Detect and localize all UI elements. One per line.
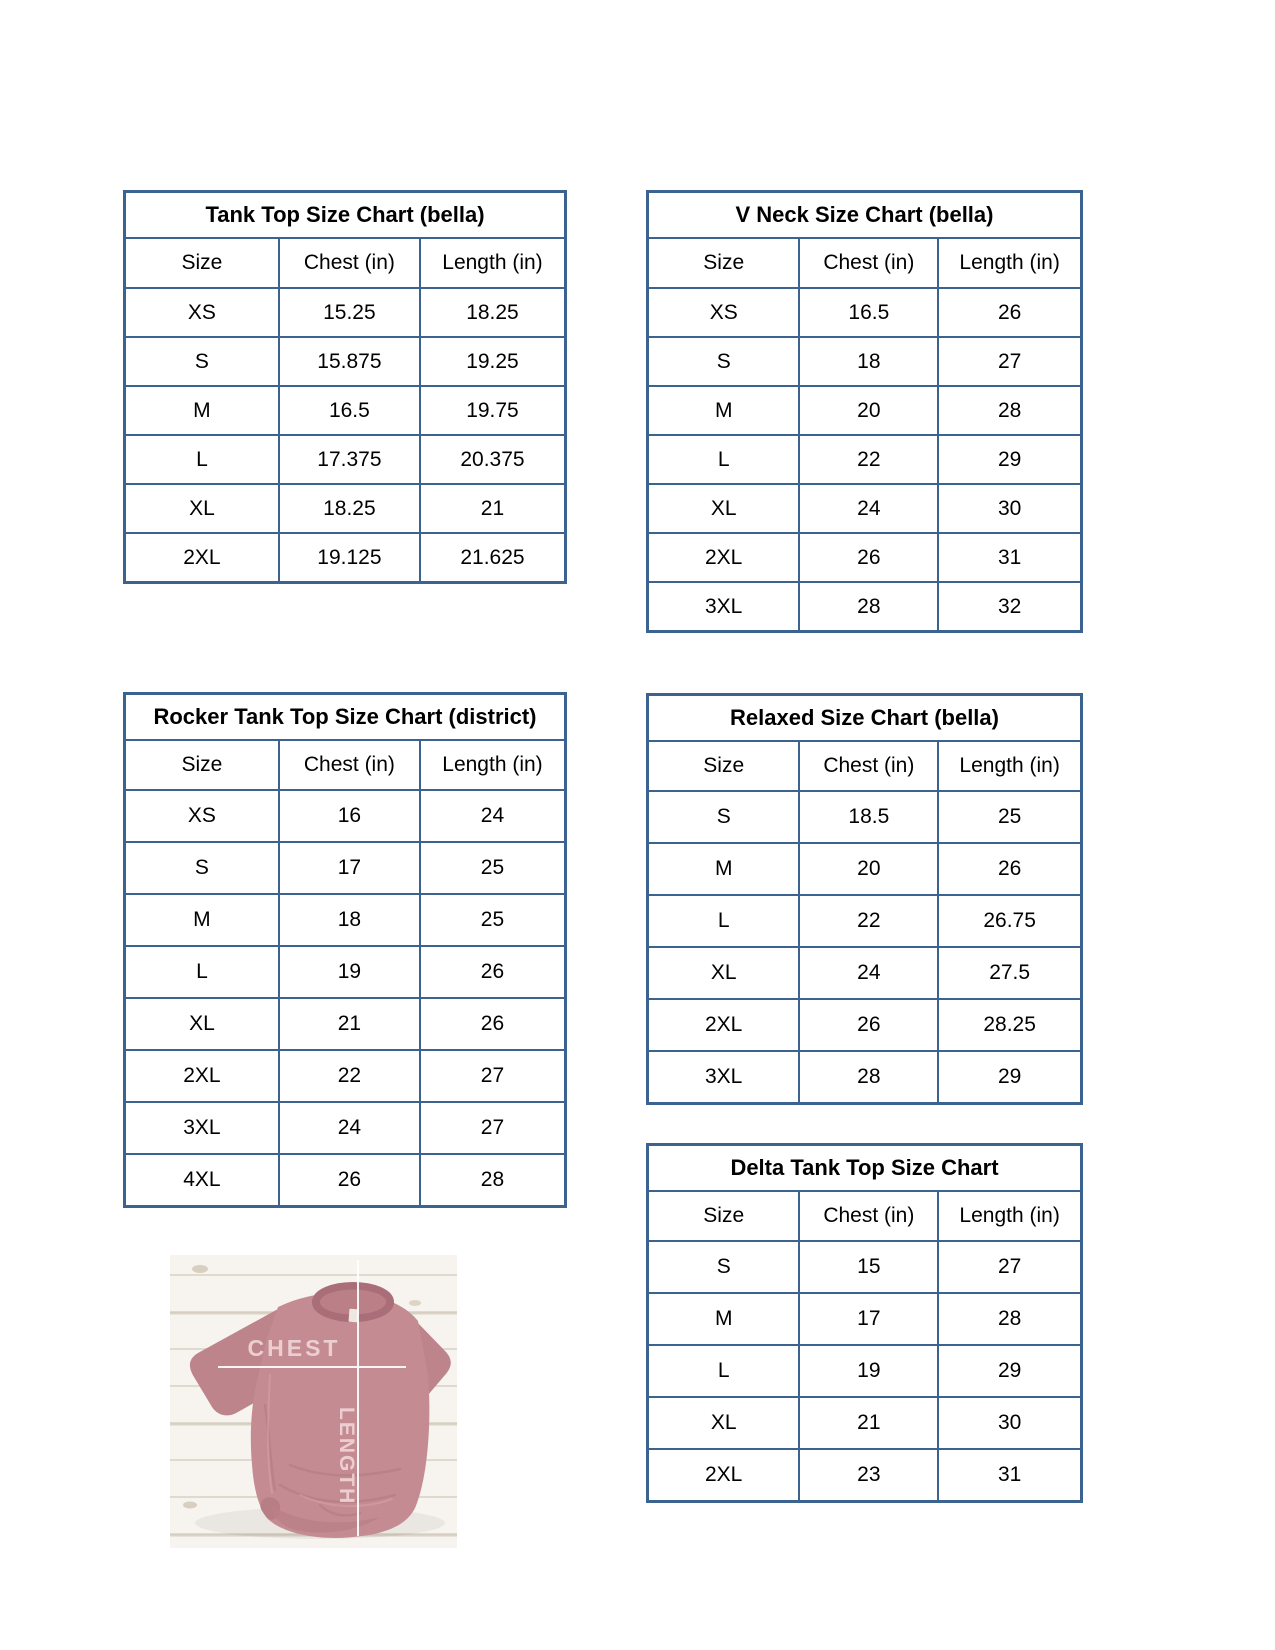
chest-cell: 24 — [279, 1102, 420, 1154]
table-row — [125, 1154, 566, 1207]
column-header: Chest (in) — [799, 238, 938, 288]
chest-label: CHEST — [247, 1335, 341, 1361]
table-row — [125, 484, 566, 533]
table-row — [648, 999, 1082, 1051]
size-cell: S — [648, 1241, 800, 1293]
size-cell: XS — [125, 288, 279, 337]
chest-cell: 26 — [279, 1154, 420, 1207]
size-cell: 2XL — [125, 533, 279, 583]
table-row — [125, 386, 566, 435]
length-cell: 21.625 — [420, 533, 566, 583]
chest-cell: 18 — [799, 337, 938, 386]
chest-cell: 22 — [799, 435, 938, 484]
length-cell: 28 — [420, 1154, 566, 1207]
chest-cell: 16.5 — [279, 386, 420, 435]
length-cell: 27 — [938, 1241, 1081, 1293]
table-row — [648, 288, 1082, 337]
chest-cell: 22 — [279, 1050, 420, 1102]
size-cell: S — [125, 337, 279, 386]
size-cell: S — [648, 791, 800, 843]
table-row — [648, 386, 1082, 435]
chest-cell: 15.25 — [279, 288, 420, 337]
length-cell: 20.375 — [420, 435, 566, 484]
size-cell: M — [648, 1293, 800, 1345]
size-cell: L — [648, 895, 800, 947]
size-cell: XL — [648, 1397, 800, 1449]
table-row — [648, 582, 1082, 632]
length-cell: 19.75 — [420, 386, 566, 435]
table-row — [648, 947, 1082, 999]
column-header: Chest (in) — [279, 238, 420, 288]
length-cell: 27 — [938, 337, 1081, 386]
chest-cell: 22 — [799, 895, 938, 947]
table-row — [125, 288, 566, 337]
table-row — [125, 998, 566, 1050]
column-header: Length (in) — [420, 238, 566, 288]
table-title: V Neck Size Chart (bella) — [648, 192, 1082, 239]
size-cell: 3XL — [125, 1102, 279, 1154]
chest-cell: 28 — [799, 1051, 938, 1104]
length-cell: 26.75 — [938, 895, 1081, 947]
chest-cell: 24 — [799, 484, 938, 533]
column-header: Length (in) — [938, 238, 1081, 288]
chest-cell: 15.875 — [279, 337, 420, 386]
size-cell: S — [648, 337, 800, 386]
length-cell: 29 — [938, 1345, 1081, 1397]
table-title: Tank Top Size Chart (bella) — [125, 192, 566, 239]
column-header: Length (in) — [420, 740, 566, 790]
chest-cell: 21 — [799, 1397, 938, 1449]
table-row — [125, 533, 566, 583]
table-row — [648, 1293, 1082, 1345]
size-cell: S — [125, 842, 279, 894]
table-title: Rocker Tank Top Size Chart (district) — [125, 694, 566, 741]
table-row — [648, 337, 1082, 386]
size-cell: XL — [125, 998, 279, 1050]
length-cell: 28 — [938, 386, 1081, 435]
table-row — [125, 435, 566, 484]
chest-cell: 19 — [799, 1345, 938, 1397]
length-cell: 27 — [420, 1102, 566, 1154]
length-cell: 30 — [938, 1397, 1081, 1449]
size-cell: M — [125, 894, 279, 946]
size-cell: L — [125, 946, 279, 998]
size-cell: 2XL — [648, 533, 800, 582]
table-header-row — [125, 740, 566, 790]
table-row — [648, 1449, 1082, 1502]
length-cell: 32 — [938, 582, 1081, 632]
column-header: Chest (in) — [799, 1191, 938, 1241]
length-cell: 25 — [938, 791, 1081, 843]
size-cell: L — [648, 1345, 800, 1397]
chest-cell: 19.125 — [279, 533, 420, 583]
chest-cell: 17.375 — [279, 435, 420, 484]
v-neck-size-table — [646, 190, 1083, 633]
size-cell: XL — [125, 484, 279, 533]
length-cell: 31 — [938, 1449, 1081, 1502]
table-row — [648, 484, 1082, 533]
table-row — [648, 1051, 1082, 1104]
size-cell: XL — [648, 947, 800, 999]
length-cell: 19.25 — [420, 337, 566, 386]
size-cell: 2XL — [648, 1449, 800, 1502]
column-header: Length (in) — [938, 1191, 1081, 1241]
table-title: Relaxed Size Chart (bella) — [648, 695, 1082, 742]
size-cell: M — [125, 386, 279, 435]
chest-cell: 26 — [799, 999, 938, 1051]
table-row — [648, 895, 1082, 947]
length-cell: 21 — [420, 484, 566, 533]
chest-cell: 17 — [799, 1293, 938, 1345]
table-row — [125, 337, 566, 386]
size-cell: 3XL — [648, 582, 800, 632]
column-header: Chest (in) — [279, 740, 420, 790]
table-row — [648, 1241, 1082, 1293]
length-label: LENGTH — [335, 1407, 358, 1506]
chest-cell: 16.5 — [799, 288, 938, 337]
chest-cell: 18.25 — [279, 484, 420, 533]
size-cell: 3XL — [648, 1051, 800, 1104]
length-cell: 26 — [420, 998, 566, 1050]
size-cell: 2XL — [125, 1050, 279, 1102]
chest-cell: 24 — [799, 947, 938, 999]
table-header-row — [125, 238, 566, 288]
length-cell: 29 — [938, 435, 1081, 484]
size-cell: L — [648, 435, 800, 484]
column-header: Size — [125, 238, 279, 288]
length-cell: 25 — [420, 842, 566, 894]
delta-tank-top-size-table — [646, 1143, 1083, 1503]
table-row — [648, 1397, 1082, 1449]
rocker-tank-top-size-table — [123, 692, 567, 1208]
size-cell: L — [125, 435, 279, 484]
table-title: Delta Tank Top Size Chart — [648, 1145, 1082, 1192]
chest-cell: 21 — [279, 998, 420, 1050]
length-cell: 27.5 — [938, 947, 1081, 999]
column-header: Chest (in) — [799, 741, 938, 791]
column-header: Size — [648, 741, 800, 791]
table-row — [648, 791, 1082, 843]
size-cell: 4XL — [125, 1154, 279, 1207]
chest-cell: 20 — [799, 386, 938, 435]
table-row — [125, 842, 566, 894]
relaxed-size-table — [646, 693, 1083, 1105]
length-cell: 30 — [938, 484, 1081, 533]
size-cell: M — [648, 386, 800, 435]
column-header: Size — [125, 740, 279, 790]
length-cell: 29 — [938, 1051, 1081, 1104]
table-row — [125, 946, 566, 998]
length-cell: 28.25 — [938, 999, 1081, 1051]
column-header: Size — [648, 1191, 800, 1241]
table-row — [125, 790, 566, 842]
chest-cell: 18.5 — [799, 791, 938, 843]
size-cell: 2XL — [648, 999, 800, 1051]
table-row — [648, 533, 1082, 582]
size-cell: XS — [125, 790, 279, 842]
size-cell: XL — [648, 484, 800, 533]
chest-cell: 15 — [799, 1241, 938, 1293]
length-cell: 24 — [420, 790, 566, 842]
chest-cell: 19 — [279, 946, 420, 998]
length-cell: 28 — [938, 1293, 1081, 1345]
size-cell: M — [648, 843, 800, 895]
column-header: Size — [648, 238, 800, 288]
shirt-measurement-photo — [170, 1255, 457, 1548]
chest-cell: 23 — [799, 1449, 938, 1502]
column-header: Length (in) — [938, 741, 1081, 791]
chest-cell: 26 — [799, 533, 938, 582]
length-cell: 26 — [420, 946, 566, 998]
table-header-row — [648, 238, 1082, 288]
chest-cell: 28 — [799, 582, 938, 632]
length-cell: 26 — [938, 288, 1081, 337]
chest-cell: 20 — [799, 843, 938, 895]
length-cell: 31 — [938, 533, 1081, 582]
length-cell: 27 — [420, 1050, 566, 1102]
table-row — [125, 1050, 566, 1102]
chest-cell: 16 — [279, 790, 420, 842]
chest-cell: 18 — [279, 894, 420, 946]
table-row — [648, 843, 1082, 895]
size-cell: XS — [648, 288, 800, 337]
table-row — [125, 894, 566, 946]
table-header-row — [648, 741, 1082, 791]
length-cell: 26 — [938, 843, 1081, 895]
chest-cell: 17 — [279, 842, 420, 894]
tank-top-size-table — [123, 190, 567, 584]
table-row — [125, 1102, 566, 1154]
length-cell: 18.25 — [420, 288, 566, 337]
table-header-row — [648, 1191, 1082, 1241]
table-row — [648, 435, 1082, 484]
table-row — [648, 1345, 1082, 1397]
length-cell: 25 — [420, 894, 566, 946]
